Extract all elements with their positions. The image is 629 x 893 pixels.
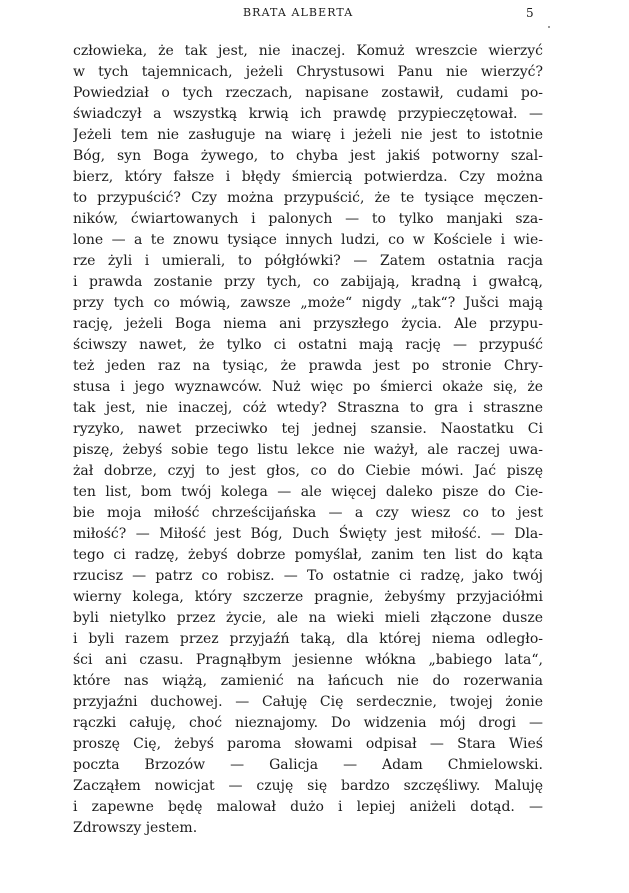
text-line: proszę Cię, żebyś paroma słowami odpisał — Stara Wieś — [73, 736, 543, 752]
body-text — [73, 41, 543, 839]
text-line: ściwszy nawet, że tylko ci ostatni mają rację — przypuść — [73, 337, 543, 353]
running-head: BRATA ALBERTA — [243, 6, 354, 19]
text-line: przy tych co mówią, zawsze „może“ nigdy „tak“? Jušci mają — [73, 295, 543, 311]
text-line: w tych tajemnicach, jeżeli Chrystusowi Panu nie wierzyć? — [73, 64, 543, 80]
text-line: też jeden raz na tysiąc, że prawda jest po stronie Chry- — [73, 358, 543, 374]
text-line: ryzyko, nawet przeciwko tej jednej szansie. Naostatku Ci — [73, 421, 543, 437]
text-line: Zacząłem nowicjat — czuję się bardzo szczęśliwy. Maluję — [73, 778, 543, 794]
page-number: 5 — [526, 6, 534, 20]
text-line: wierny kolega, który szczerze pragnie, żebyśmy przyjaciółmi — [73, 589, 543, 605]
text-line: poczta Brzozów — Galicja — Adam Chmielowski. — [73, 757, 543, 773]
speck — [548, 26, 550, 28]
text-line: piszę, żebyś sobie tego listu lekce nie ważył, ale raczej uwa- — [73, 442, 543, 458]
text-line: które nas wiążą, zamienić na łańcuch nie do rozerwania — [73, 673, 543, 689]
text-line: byli nietylko przez życie, ale na wieki mieli złączone dusze — [73, 610, 543, 626]
text-line: tak jest, nie inaczej, cóż wtedy? Straszna to gra i straszne — [73, 400, 543, 416]
text-line: ści ani czasu. Pragnąłbym jesienne włókna „babiego lata“, — [73, 652, 543, 668]
text-line: Zdrowszy jestem. — [73, 820, 198, 836]
text-line: człowieka, że tak jest, nie inaczej. Komuż wreszcie wierzyć — [73, 43, 543, 59]
text-line: rze żyli i umierali, to półgłówki? — Zatem ostatnia racja — [73, 253, 543, 269]
text-line: i prawda zostanie przy tych, co zabijają, kradną i gwałcą, — [73, 274, 543, 290]
text-line: tego ci radzę, żebyś dobrze pomyślał, zanim ten list do kąta — [73, 547, 543, 563]
text-line: i zapewne będę malował dużo i lepiej aniżeli dotąd. — — [73, 799, 543, 815]
text-line: i byli razem przez przyjaźń taką, dla której niema odległo- — [73, 631, 543, 647]
text-line: bie moja miłość chrześcijańska — a czy wiesz co to jest — [73, 505, 543, 521]
text-line: ten list, bom twój kolega — ale więcej daleko pisze do Cie- — [73, 484, 543, 500]
text-line: rację, jeżeli Boga niema ani przyszłego życia. Ale przypu- — [73, 316, 543, 332]
text-line: to przypuścić? Czy można przypuścić, że te tysiące męczen- — [73, 190, 543, 206]
text-line: bierz, który fałsze i błędy śmiercią potwierdza. Czy można — [73, 169, 543, 185]
text-line: świadczył a wszystką krwią ich prawdę przypieczętował. — — [73, 106, 543, 122]
text-line: żał dobrze, czyj to jest głos, co do Ciebie mówi. Jać piszę — [73, 463, 543, 479]
text-line: rzucisz — patrz co robisz. — To ostatnie ci radzę, jako twój — [73, 568, 543, 584]
text-line: stusa i jego wyznawców. Nuż więc po śmierci okaże się, że — [73, 379, 543, 395]
text-line: przyjaźni duchowej. — Całuję Cię serdecznie, twojej żonie — [73, 694, 543, 710]
text-line: ników, ćwiartowanych i palonych — to tylko manjaki sza- — [73, 211, 543, 227]
text-line: Powiedział o tych rzeczach, napisane zostawił, cudami po- — [73, 85, 543, 101]
text-line: Bóg, syn Boga żywego, to chyba jest jakiś potworny szal- — [73, 148, 543, 164]
text-line: lone — a te znowu tysiące innych ludzi, co w Kościele i wie- — [73, 232, 543, 248]
text-line: rączki całuję, choć nieznajomy. Do widzenia mój drogi — — [73, 715, 543, 731]
text-line: Jeżeli tem nie zasługuje na wiarę i jeżeli nie jest to istotnie — [73, 127, 543, 143]
text-line: miłość? — Miłość jest Bóg, Duch Święty jest miłość. — Dla- — [73, 526, 543, 542]
